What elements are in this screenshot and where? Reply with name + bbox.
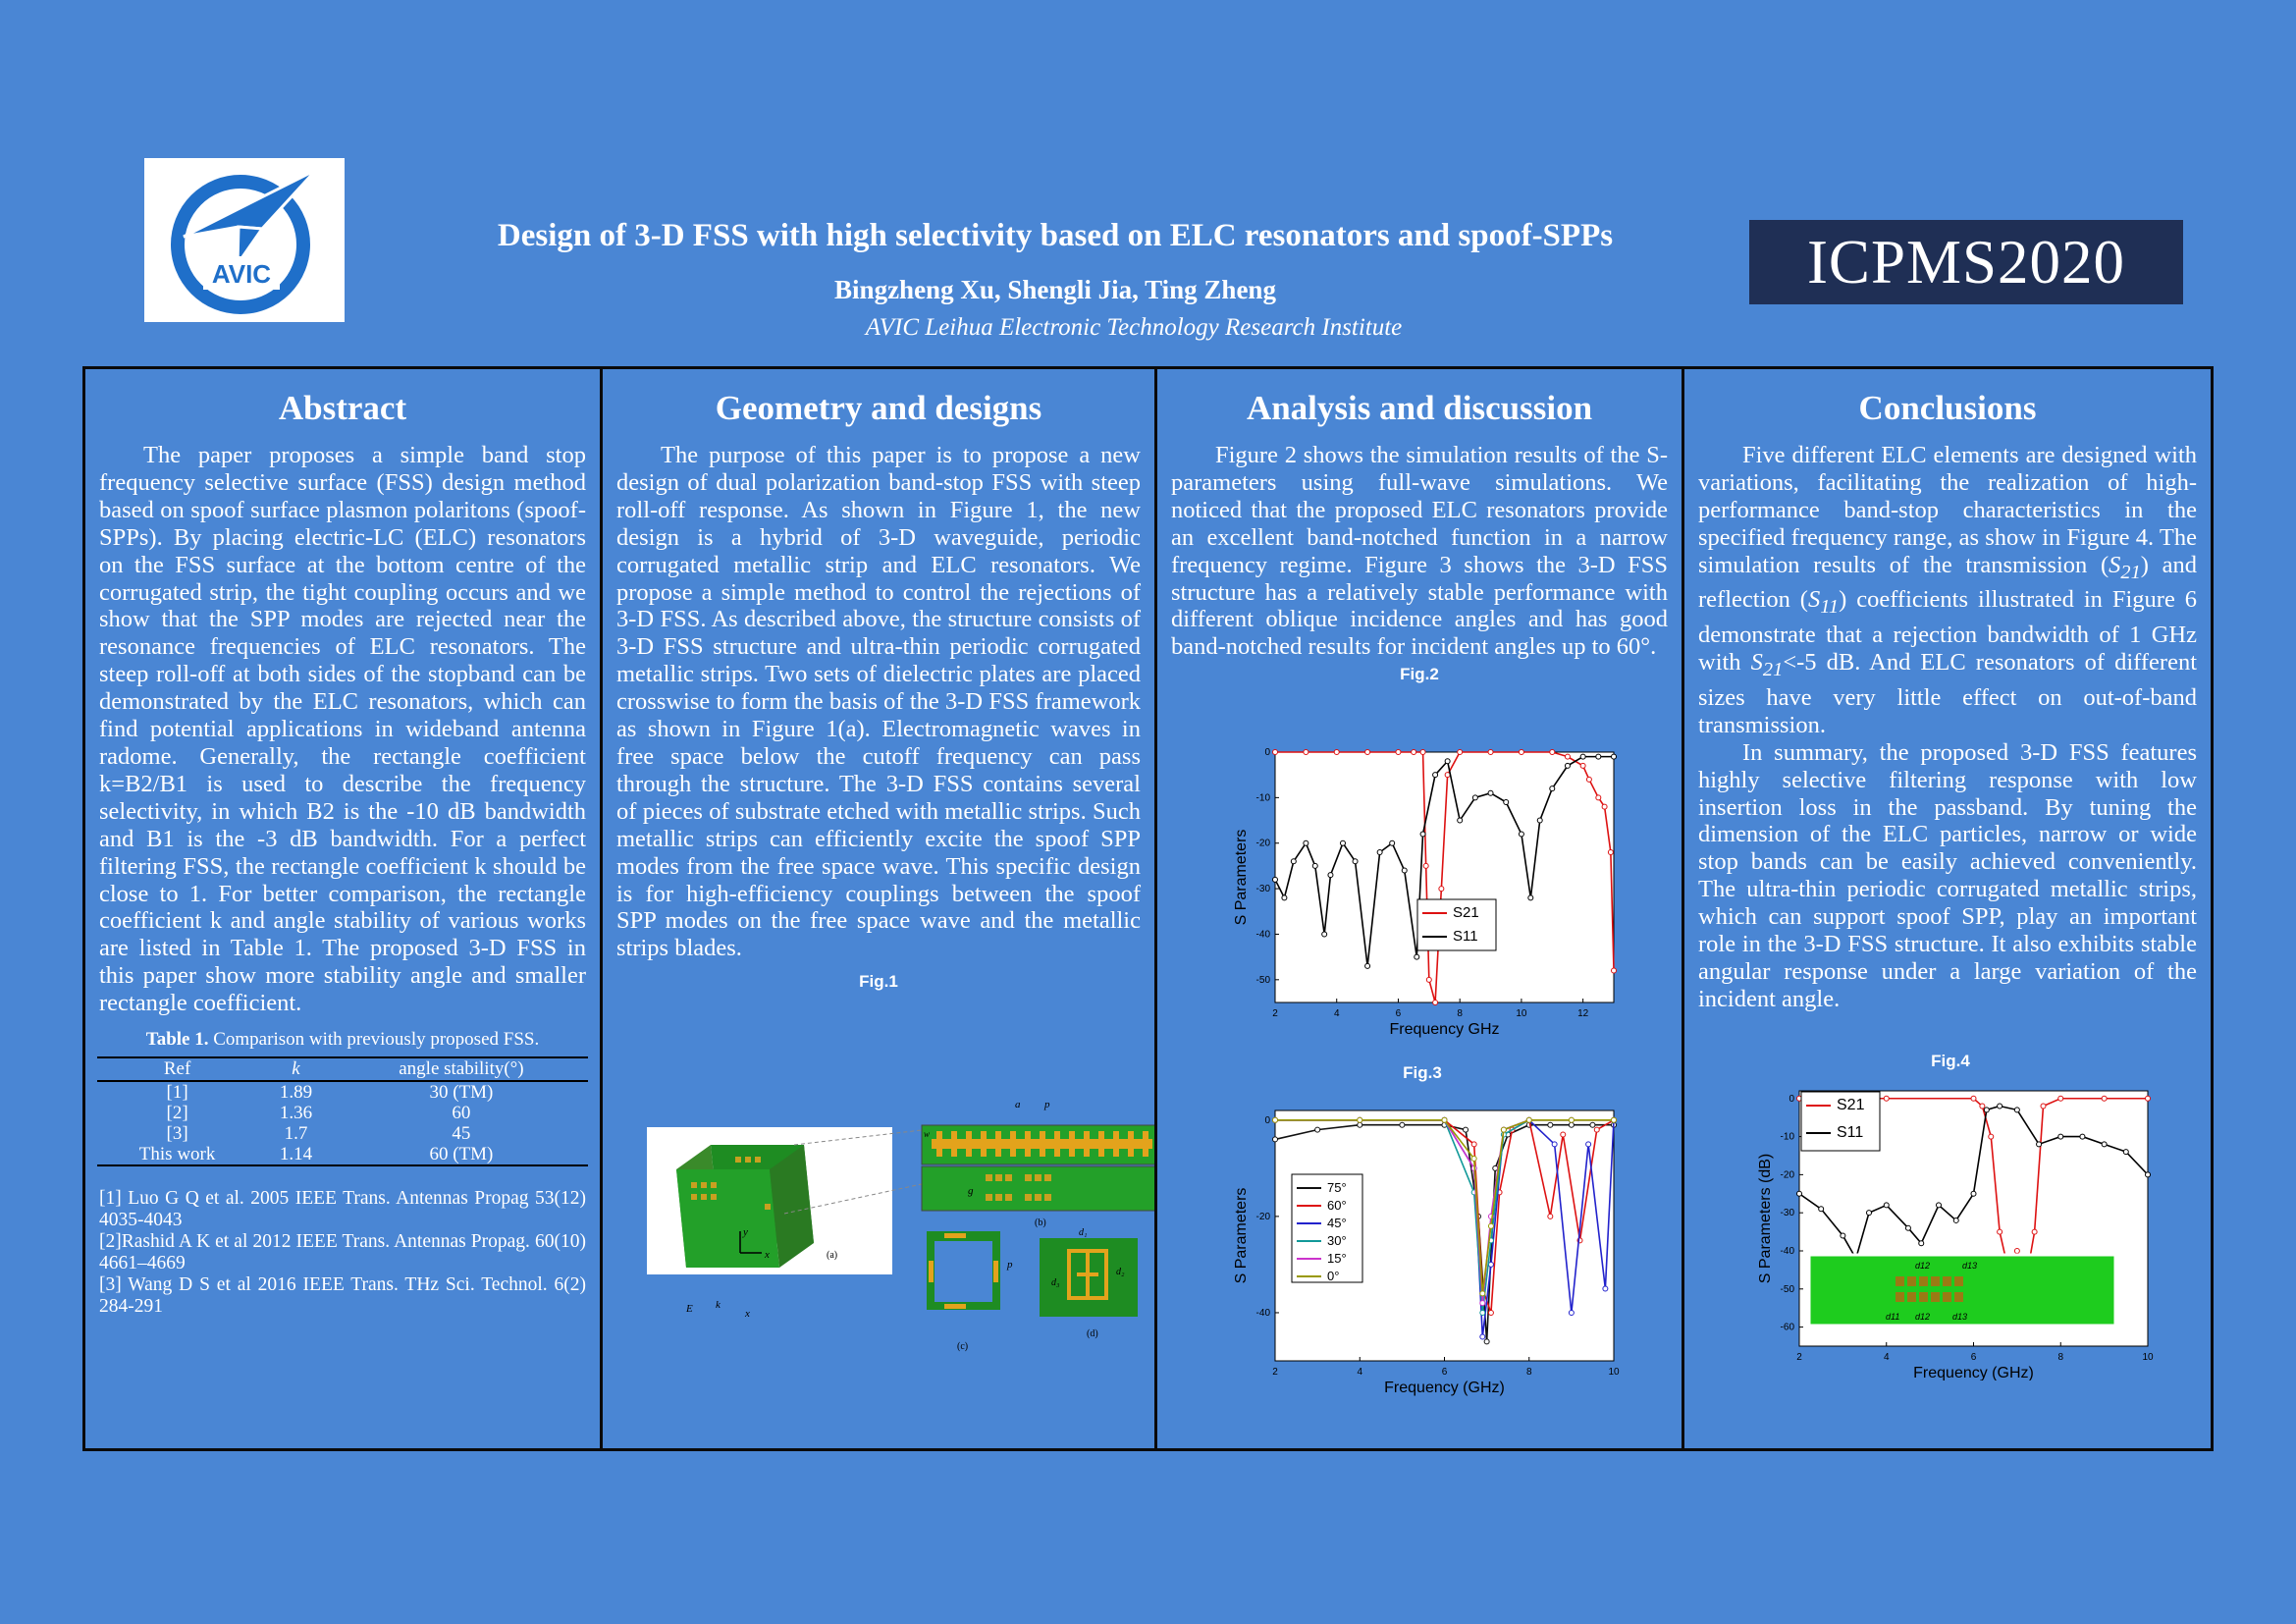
data-point [1400,1122,1405,1127]
data-point [1565,754,1570,759]
x-tick-label: 10 [2142,1352,2154,1363]
y-tick-label: -60 [1780,1322,1794,1333]
data-point [1608,850,1613,855]
table-row [97,1123,588,1144]
table-cell: 60 (TM) [335,1144,588,1165]
data-point [1528,895,1533,900]
data-point [1594,1127,1599,1132]
data-point [1488,1310,1493,1315]
table-cell: 1.7 [284,1123,308,1145]
table-cell: This work [97,1144,257,1165]
elc-cell [1954,1292,1963,1302]
data-point [1458,818,1463,823]
data-point [1312,863,1317,868]
conference-badge: ICPMS2020 [1749,220,2183,304]
data-point [1484,1339,1489,1344]
svg-text:w: w [924,1129,931,1139]
data-point [2146,1096,2151,1101]
data-point [1390,840,1395,845]
svg-text:a: a [1015,1099,1021,1110]
data-point [2014,1248,2019,1253]
data-point [1612,754,1617,759]
fig4-chart [1738,1076,2170,1380]
data-point [1612,968,1617,973]
data-point [1526,1117,1531,1122]
table-cell: 1.36 [279,1103,313,1124]
data-point [1919,1241,1924,1246]
legend-label: 75° [1327,1180,1347,1195]
data-point [1273,1137,1278,1142]
data-point [1304,840,1308,845]
data-point [2058,1096,2063,1101]
inset-label: d13 [1962,1261,1978,1271]
svg-text:y: y [743,1226,748,1238]
inset-label: d11 [1886,1312,1900,1322]
data-point [1471,1142,1476,1147]
x-axis-label: Frequency (GHz) [1913,1365,2034,1380]
y-tick-label: 0 [1264,1114,1270,1126]
x-tick-label: 4 [1333,1008,1340,1019]
inset-label: d13 [1952,1312,1968,1322]
data-point [1480,1291,1485,1296]
data-point [1867,1211,1872,1216]
logo [144,158,345,322]
y-tick-label: -40 [1780,1245,1794,1257]
data-point [1504,800,1509,805]
logo-text: AVIC [211,259,272,289]
data-point [1423,863,1428,868]
data-point [1358,1122,1362,1127]
data-point [1458,750,1463,755]
x-tick-label: 6 [1441,1367,1448,1378]
data-point [1537,818,1542,823]
data-point [1488,1223,1493,1228]
table-caption: Table 1. Comparison with previously proposed FSS. [145,1029,540,1051]
fig4-label: Fig.4 [1931,1052,1970,1070]
geometry-heading: Geometry and designs [715,389,1042,427]
conclusions-paragraph-2: In summary, the proposed 3-D FSS features highly selective filtering response with low insertion loss in the passband. By tuning the dimension of the ELC particles, narrow or wide stop bands can be easily achieved conveniently. The ultra-thin periodic corrugated metallic strips, which can support spoof SPP, play an important role in the 3-D FSS structure. It also exhibits stable angular response under a large variation of the incident angle. [1698,738,2197,1012]
elc-cell [1943,1292,1951,1302]
affiliation: AVIC Leihua Electronic Technology Research Institute [865,314,1403,341]
table-cell: 30 (TM) [429,1082,494,1104]
data-point [1480,1310,1485,1315]
fig1-label-a: (a) [827,1250,838,1261]
table-cell: [2] [166,1103,188,1124]
data-point [1884,1203,1889,1208]
data-point [1596,795,1601,800]
y-tick-label: -50 [1780,1283,1794,1295]
data-point [2032,1229,2037,1234]
data-point [1569,1310,1574,1315]
elc-cell [1907,1276,1916,1286]
data-point [1797,1191,1802,1196]
reference-item: [3] Wang D S et al 2016 IEEE Trans. THz Sci. Technol. 6(2) 284-291 [99,1274,586,1318]
table-cell: [3] [166,1123,188,1145]
x-tick-label: 2 [1272,1367,1278,1378]
data-point [1501,1127,1506,1132]
geometry-section [600,366,1157,1451]
data-point [1612,1117,1617,1122]
svg-text:d₁: d₁ [1079,1227,1088,1238]
data-point [1980,1104,1985,1109]
data-point [1365,750,1370,755]
x-tick-label: 6 [1395,1008,1402,1019]
svg-text:E: E [686,1303,693,1315]
data-point [1488,790,1493,795]
data-point [1412,750,1416,755]
elc-cell [1907,1292,1916,1302]
table-header-row [97,1057,588,1081]
table-cell: [1] [166,1082,188,1104]
analysis-section [1154,366,1684,1451]
data-point [1971,1096,1976,1101]
elc-cell [1919,1276,1928,1286]
fig3-label: Fig.3 [1403,1063,1442,1082]
elc-cell [1931,1276,1940,1286]
data-point [2058,1134,2063,1139]
y-axis-label: S Parameters [1233,829,1250,926]
fig2-label: Fig.2 [1400,665,1439,684]
data-point [1480,1301,1485,1306]
svg-text:x: x [745,1308,750,1320]
x-axis-label: Frequency GHz [1389,1021,1500,1038]
table-header: Ref [97,1057,257,1081]
data-point [1415,954,1419,959]
data-point [1989,1134,1994,1139]
y-axis-label: S Parameters (dB) [1757,1153,1774,1284]
data-point [1550,786,1555,791]
comparison-table [97,1056,588,1166]
data-point [1586,1142,1591,1147]
data-point [1334,750,1339,755]
data-point [1596,754,1601,759]
data-point [2037,1142,2042,1147]
x-tick-label: 8 [1457,1008,1463,1019]
analysis-text: Figure 2 shows the simulation results of the S-parameters using full-wave simulations. We noticed that the proposed ELC resonators provide an excellent band-notched function in a narrow frequency regime. Figure 3 shows the 3-D FSS structure has a relatively stable performance with different oblique incidence angles and has good band-notched results for incident angles up to 60°. [1171,442,1668,661]
data-point [1580,763,1585,768]
x-tick-label: 12 [1577,1008,1589,1019]
data-point [1488,750,1493,755]
fig1-label-b: (b) [1035,1218,1046,1228]
abstract-text: The paper proposes a simple band stop frequency selective surface (FSS) design method based on spoof surface plasmon polaritons (spoof-SPPs). By placing electric-LC (ELC) resonators on the FSS surface at the bottom centre of the corrugated strip, the tight coupling occurs and we show that the SPP modes are rejected near the resonance frequencies of ELC resonators. The steep roll-off at both sides of the stopband can be demonstrated by the ELC resonators, which can find potential applications in wideband antenna radome. Generally, the rectangle coefficient k=B2/B1 is used to describe the frequency selectivity, in which B2 is the -10 dB bandwidth and B1 is the -3 dB bandwidth. For a perfect filtering FSS, the rectangle coefficient k should be close to 1. For better comparison, the rectangle coefficient k and angle stability of various works are listed in Table 1. The proposed 3-D FSS in this paper show more stability angle and smaller rectangle coefficient. [99,442,586,1017]
table-cell: 1.89 [279,1082,313,1104]
data-point [1420,750,1425,755]
data-point [1273,877,1278,882]
y-tick-label: -30 [1255,884,1270,895]
data-point [1480,1334,1485,1339]
data-point [1937,1203,1942,1208]
data-point [1561,1132,1566,1137]
legend-label: 30° [1327,1233,1347,1248]
table-cell: 45 [452,1123,471,1145]
table-row [97,1081,588,1103]
elc-cell [1943,1276,1951,1286]
data-point [1442,1117,1447,1122]
elc-cell [1919,1292,1928,1302]
data-point [1322,932,1327,937]
table-cell: 1.14 [257,1144,335,1165]
data-point [1439,887,1444,892]
data-point [1445,759,1450,764]
y-axis-label: S Parameters [1233,1187,1250,1284]
inset-label: d12 [1915,1261,1931,1271]
y-tick-label: 0 [1789,1093,1794,1105]
data-point [1402,868,1407,873]
y-tick-label: -20 [1255,1211,1270,1222]
data-point [1603,1286,1608,1291]
data-point [1998,1229,2002,1234]
y-tick-label: -50 [1255,974,1270,986]
x-tick-label: 8 [1525,1367,1532,1378]
data-point [2080,1134,2085,1139]
legend-label: S21 [1453,904,1479,921]
data-point [1884,1096,1889,1101]
x-tick-label: 4 [1883,1352,1890,1363]
fig2-chart [1221,737,1633,1042]
svg-text:g: g [968,1185,974,1197]
avic-logo-icon [144,158,345,322]
data-point [1984,1108,1989,1112]
x-tick-label: 2 [1272,1008,1278,1019]
data-point [1905,1225,1910,1230]
references [85,1188,600,1318]
y-tick-label: -20 [1255,838,1270,849]
y-tick-label: -30 [1780,1208,1794,1219]
abstract-heading: Abstract [278,389,407,427]
data-point [1519,832,1523,837]
data-point [2102,1096,2107,1101]
data-point [1548,1122,1553,1127]
conclusions-section [1682,366,2214,1451]
table-row [97,1144,588,1165]
x-tick-label: 4 [1357,1367,1363,1378]
data-point [1282,895,1287,900]
legend-label: 45° [1327,1216,1347,1230]
fig1-label: Fig.1 [859,972,898,992]
analysis-heading: Analysis and discussion [1246,389,1593,427]
data-point [1590,1122,1595,1127]
data-point [1971,1191,1976,1196]
data-point [1273,1117,1278,1122]
reference-item: [1] Luo G Q et al. 2005 IEEE Trans. Antennas Propag 53(12) 4035-4043 [99,1188,586,1231]
data-point [1953,1218,1958,1222]
data-point [1472,795,1477,800]
y-tick-label: -10 [1255,792,1270,804]
x-tick-label: 8 [2057,1352,2064,1363]
data-point [1341,840,1346,845]
data-point [1998,1104,2002,1109]
data-point [1602,804,1607,809]
data-point [1569,1117,1574,1122]
data-point [1353,859,1358,864]
legend-label: S11 [1453,928,1478,945]
y-tick-label: 0 [1264,747,1270,758]
data-point [1433,773,1438,778]
svg-text:k: k [716,1299,721,1311]
x-tick-label: 10 [1516,1008,1527,1019]
authors: Bingzheng Xu, Shengli Jia, Ting Zheng [834,275,1276,304]
legend-label: 60° [1327,1198,1347,1213]
geometry-text: The purpose of this paper is to propose a new design of dual polarization band-stop FSS with steep roll-off response. As shown in Figure 1, the new design is a hybrid of 3-D waveguide, periodic corrugated metallic strip and ELC resonators. We propose a simple method to control the rejections of 3-D FSS. As described above, the structure consists of 3-D FSS structure and ultra-thin periodic corrugated metallic strips. Two sets of dielectric plates are placed crosswise to form the basis of the 3-D FSS framework as shown in Figure 1(a). Electromagnetic waves in free space below the cutoff frequency can pass through the structure. The 3-D FSS contains several of pieces of substrate etched with metallic strips. Such metallic strips can efficiently excite the spoof SPP modes from the free space wave. This specific design is for high-efficiency couplings between the spoof SPP modes on the free space wave and the metallic strips blades. [616,442,1141,962]
data-point [1493,1165,1498,1170]
svg-text:d₃: d₃ [1051,1277,1060,1288]
data-point [1819,1207,1824,1212]
data-point [2102,1142,2107,1147]
legend-label: 0° [1327,1269,1340,1283]
fig1-label-c: (c) [957,1341,969,1352]
y-tick-label: -40 [1255,929,1270,941]
table-header: k [257,1057,335,1081]
svg-text:p: p [1007,1259,1013,1271]
reference-item: [2]Rashid A K et al 2012 IEEE Trans. Antennas Propag. 60(10) 4661–4669 [99,1231,586,1274]
conclusions-heading: Conclusions [1858,389,2037,427]
data-point [1519,750,1523,755]
y-tick-label: -40 [1255,1307,1270,1319]
data-point [2146,1172,2151,1177]
y-tick-label: -10 [1780,1131,1794,1143]
x-axis-label: Frequency (GHz) [1384,1380,1505,1396]
inset-label: d12 [1915,1312,1931,1322]
data-point [1488,1262,1493,1267]
svg-text:x: x [765,1249,770,1261]
data-point [1291,859,1296,864]
svg-text:p: p [1044,1099,1050,1110]
data-point [1328,873,1333,878]
legend-label: 15° [1327,1251,1347,1266]
data-point [1315,1127,1320,1132]
legend-label: S11 [1837,1124,1864,1141]
data-point [1464,1127,1468,1132]
fig1-geometry-diagram [647,1086,1157,1361]
elc-cell [1896,1276,1904,1286]
data-point [1358,1117,1362,1122]
data-point [1550,750,1555,755]
y-tick-label: -20 [1780,1169,1794,1181]
data-point [1586,777,1591,782]
fig3-chart [1221,1096,1633,1400]
table-row [97,1103,588,1123]
data-point [1426,977,1431,982]
data-point [1377,850,1382,855]
data-point [1841,1233,1845,1238]
data-point [1580,754,1585,759]
fig1-label-d: (d) [1087,1328,1098,1339]
x-tick-label: 2 [1796,1352,1802,1363]
table-header: angle stability(°) [335,1057,588,1081]
x-tick-label: 10 [1608,1367,1620,1378]
data-point [2041,1104,2046,1109]
data-point [1565,763,1570,768]
elc-cell [1954,1276,1963,1286]
data-point [1396,750,1401,755]
svg-text:d₂: d₂ [1116,1267,1125,1277]
data-point [1433,1001,1438,1005]
conclusions-paragraph-1: Five different ELC elements are designed with variations, facilitating the realization of high-performance band-stop characteristics in the specified frequency range, as show in Figure 4. The simulation results of the transmission $(S_{21})$ and reflection $(S_{11})$ coefficients illustrated in Figure 6 demonstrate that a rejection bandwidth of 1 GHz with $S_{21}<-5$ dB. And ELC resonators of different sizes have very little effect on out-of-band transmission. [1698,442,2197,738]
data-point [1471,1157,1476,1162]
data-point [1365,963,1370,968]
data-point [1548,1214,1553,1218]
data-point [1552,1142,1557,1147]
data-point [1420,832,1425,837]
legend-label: S21 [1837,1097,1865,1113]
table-cell: 60 [452,1103,471,1124]
data-point [2014,1108,2019,1112]
elc-cell [1931,1292,1940,1302]
poster-title: Design of 3-D FSS with high selectivity based on ELC resonators and spoof-SPPs [497,218,1614,253]
data-point [1569,1122,1574,1127]
data-point [1273,750,1278,755]
data-point [2123,1150,2128,1155]
abstract-section [82,366,603,1451]
x-tick-label: 6 [1970,1352,1977,1363]
elc-cell [1896,1292,1904,1302]
data-point [1304,750,1308,755]
plot-area [1275,752,1614,1002]
